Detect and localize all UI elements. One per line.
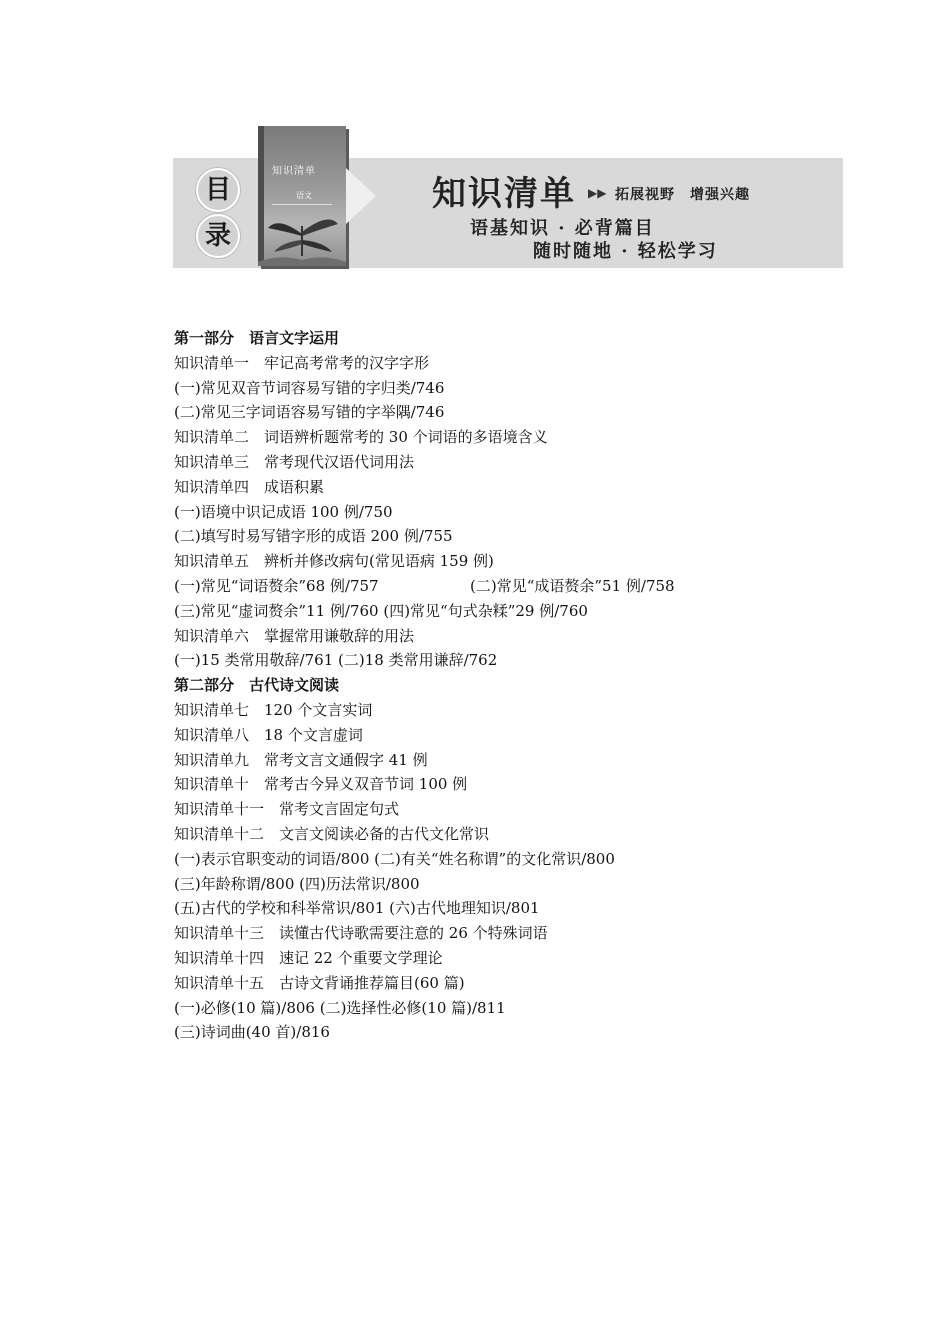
toc-entry: (一)表示官职变动的词语/800 (二)有关“姓名称谓”的文化常识/800 bbox=[174, 849, 615, 868]
toc-entry: 知识清单十 常考古今异义双音节词 100 例 bbox=[174, 775, 468, 794]
toc-entry: 知识清单三 常考现代汉语代词用法 bbox=[174, 452, 415, 471]
toc-entry: (一)常见双音节词容易写错的字归类/746 bbox=[174, 378, 445, 397]
leaf-illustration bbox=[258, 206, 346, 266]
toc-entry: (三)常见“虚词赘余”11 例/760 (四)常见“句式杂糅”29 例/760 bbox=[174, 601, 588, 620]
toc-entry: 知识清单十四 速记 22 个重要文学理论 bbox=[174, 948, 443, 967]
toc-entry: (二)填写时易写错字形的成语 200 例/755 bbox=[174, 527, 453, 546]
subtitle-line-2: 随时随地 · 轻松学习 bbox=[533, 241, 718, 262]
table-of-contents bbox=[174, 326, 894, 1045]
toc-entry: (一)必修(10 篇)/806 (二)选择性必修(10 篇)/811 bbox=[174, 998, 506, 1017]
toc-entry: (一)15 类常用敬辞/761 (二)18 类常用谦辞/762 bbox=[174, 651, 498, 670]
toc-entry: 知识清单一 牢记高考常考的汉字字形 bbox=[174, 353, 430, 372]
toc-entry: 知识清单九 常考文言文通假字 41 例 bbox=[174, 750, 428, 769]
toc-entry: (三)诗词曲(40 首)/816 bbox=[174, 1023, 330, 1042]
brand-title: 知识清单 bbox=[432, 174, 576, 214]
subtitle-line-1: 语基知识 · 必背篇目 bbox=[470, 218, 655, 239]
toc-entry: 知识清单八 18 个文言虚词 bbox=[174, 725, 363, 744]
toc-entry: 知识清单十五 古诗文背诵推荐篇目(60 篇) bbox=[174, 973, 465, 992]
toc-entry-left: (一)常见“词语赘余”68 例/757 bbox=[174, 576, 379, 595]
arrow-shape bbox=[346, 168, 376, 224]
book-rule bbox=[272, 204, 332, 205]
play-icon: ▶▶ bbox=[588, 186, 607, 200]
book-cover-image bbox=[258, 126, 346, 266]
toc-entry: 知识清单十三 读懂古代诗歌需要注意的 26 个特殊词语 bbox=[174, 924, 548, 943]
toc-entry-pair bbox=[174, 574, 894, 599]
toc-entry-right: (二)常见“成语赘余”51 例/758 bbox=[470, 576, 675, 595]
toc-entry: (一)语境中识记成语 100 例/750 bbox=[174, 502, 393, 521]
mulu-badge-2: 录 bbox=[196, 214, 240, 258]
toc-entry: (三)年龄称谓/800 (四)历法常识/800 bbox=[174, 874, 420, 893]
book-subject: 语文 bbox=[296, 191, 312, 200]
toc-part-heading: 第一部分 语言文字运用 bbox=[174, 329, 340, 347]
toc-entry: 知识清单二 词语辨析题常考的 30 个词语的多语境含义 bbox=[174, 428, 548, 447]
mulu-badge-1: 目 bbox=[196, 168, 240, 212]
toc-entry: 知识清单十二 文言文阅读必备的古代文化常识 bbox=[174, 824, 490, 843]
toc-entry: (二)常见三字词语容易写错的字举隅/746 bbox=[174, 403, 445, 422]
slogan-text: 拓展视野 增强兴趣 bbox=[615, 187, 750, 203]
book-title: 知识清单 bbox=[272, 166, 316, 177]
toc-entry: 知识清单七 120 个文言实词 bbox=[174, 700, 373, 719]
toc-entry: (五)古代的学校和科举常识/801 (六)古代地理知识/801 bbox=[174, 899, 540, 918]
toc-entry: 知识清单十一 常考文言固定句式 bbox=[174, 800, 400, 819]
toc-entry: 知识清单六 掌握常用谦敬辞的用法 bbox=[174, 626, 415, 645]
toc-entry: 知识清单五 辨析并修改病句(常见语病 159 例) bbox=[174, 552, 494, 571]
toc-part-heading: 第二部分 古代诗文阅读 bbox=[174, 676, 340, 695]
toc-entry: 知识清单四 成语积累 bbox=[174, 477, 325, 496]
